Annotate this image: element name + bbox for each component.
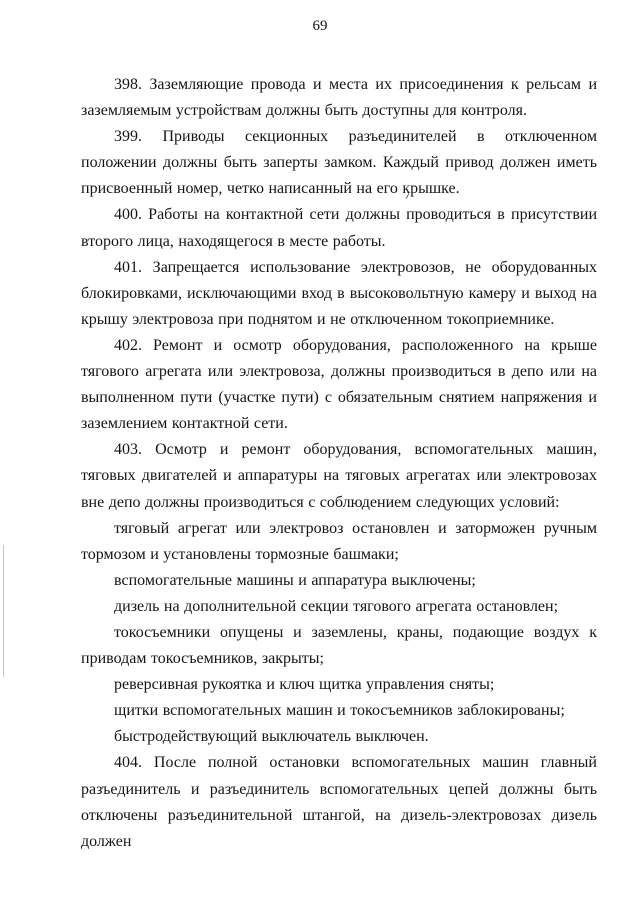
list-item-condition: дизель на дополнительной секции тягового агрегата остановлен; <box>114 597 559 615</box>
paragraph-399: 399. Приводы секционных разъединителей в отключенном положении должны быть заперты замком. Каждый привод должен иметь присвоенный номер, четко написанный на его крышке. <box>81 128 597 198</box>
list-item-condition: тяговый агрегат или электровоз остановлен и заторможен ручным тормозом и установлены тормозные башмаки; <box>81 519 597 563</box>
paragraph-402: 402. Ремонт и осмотр оборудования, расположенного на крыше тягового агрегата или электровоза, должны производиться в депо или на выполненном пути (участке пути) с обязательным снятием напряжения и заземлением контактной сети. <box>81 336 597 433</box>
paragraph-400: 400. Работы на контактной сети должны проводиться в присутствии второго лица, находящегося в месте работы. <box>81 206 597 250</box>
paragraph-404: 404. После полной остановки вспомогательных машин главный разъединитель и разъединитель вспомогательных цепей должны быть отключены разъединительной штангой, на дизель-электровозах дизель должен <box>81 754 597 850</box>
list-item-condition: быстродействующий выключатель выключен. <box>114 728 429 746</box>
list-item-condition: токосъемники опущены и заземлены, краны, подающие воздух к приводам токосъемников, закрыты; <box>81 623 597 668</box>
paragraph-403: 403. Осмотр и ремонт оборудования, вспомогательных машин, тяговых двигателей и аппаратуры на тяговых агрегатах или электровозах вне депо должны производиться с соблюдением следующих условий: <box>81 441 597 511</box>
document-body <box>81 72 597 855</box>
paragraph-398: 398. Заземляющие провода и места их присоединения к рельсам и заземляемым устройствам должны быть доступны для контроля. <box>81 76 597 120</box>
page-number: 69 <box>312 18 328 34</box>
list-item-condition: реверсивная рукоятка и ключ щитка управления сняты; <box>114 676 495 694</box>
scan-edge-mark <box>3 545 4 677</box>
list-item-condition: вспомогательные машины и аппаратура выключены; <box>114 571 476 589</box>
list-item-condition: щитки вспомогательных машин и токосъемников заблокированы; <box>114 702 565 720</box>
paragraph-401: 401. Запрещается использование электровозов, не оборудованных блокировками, исключающими вход в высоковольтную камеру и выход на крышу электровоза при поднятом и не отключенном токоприемнике. <box>81 258 597 328</box>
